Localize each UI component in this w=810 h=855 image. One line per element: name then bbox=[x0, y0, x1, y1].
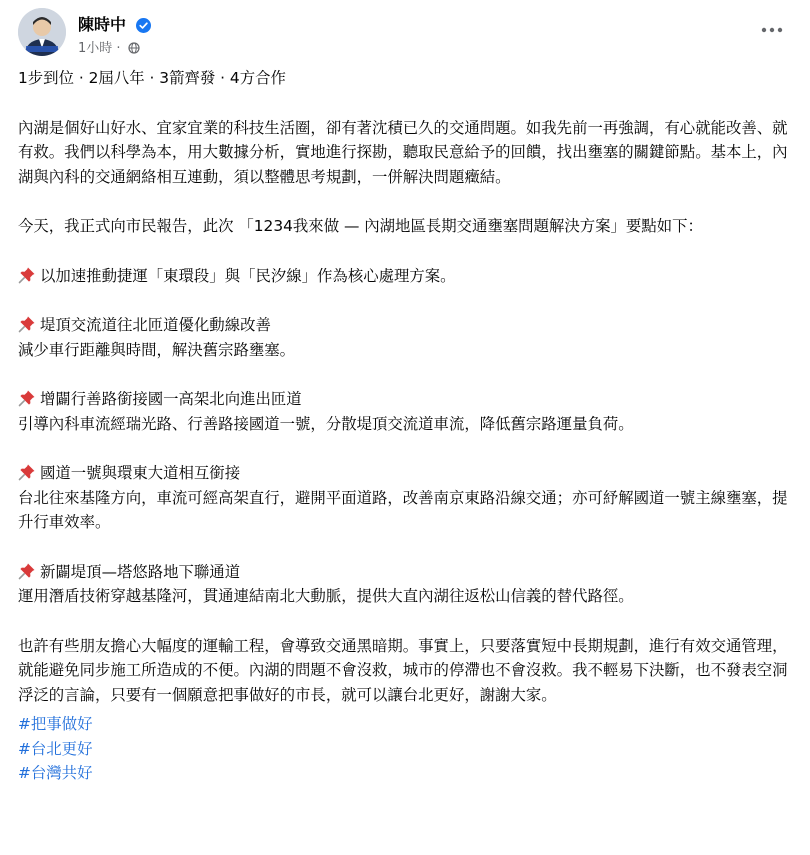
post-report: 今天，我正式向市民報告，此次 「1234我來做 — 內湖地區長期交通壅塞問題解決方案」要點如下： bbox=[18, 217, 703, 235]
point-1-title: 以加速推動捷運「東環段」與「民汐線」作為核心處理方案。 bbox=[40, 266, 456, 285]
point-title bbox=[18, 560, 794, 585]
pushpin-icon bbox=[18, 315, 36, 333]
point-3-title: 增闢行善路銜接國一高架北向進出匝道 bbox=[40, 390, 302, 408]
hashtag-link[interactable]: #台灣共好 bbox=[18, 764, 93, 782]
hashtag-list bbox=[18, 712, 794, 786]
hashtag-link[interactable]: #台北更好 bbox=[18, 739, 93, 758]
point-5-desc: 運用潛盾技術穿越基隆河，貫通連結南北大動脈，提供大直內湖往返松山信義的替代路徑。 bbox=[18, 587, 634, 605]
point-5-title: 新闢堤頂—塔悠路地下聯通道 bbox=[40, 562, 241, 581]
point-title bbox=[18, 387, 794, 412]
post-intro: 內湖是個好山好水、宜家宜業的科技生活圈，卻有著沈積已久的交通問題。如我先前一再強調，有心就能改善、就有救。我們以科學為本，用大數據分析，實地進行探勘，聽取民意給予的回饋，找出壅塞的關鍵節點。基本上，內湖與內科的交通網絡相互連動，須以整體思考規劃，一併解決問題癥結。 bbox=[18, 118, 788, 186]
point-2-title: 堤頂交流道往北匝道優化動線改善 bbox=[40, 316, 271, 334]
globe-icon[interactable] bbox=[128, 42, 140, 58]
post-body bbox=[18, 66, 794, 786]
pushpin-icon bbox=[18, 389, 36, 407]
author-name-row bbox=[78, 12, 151, 37]
hashtag-link[interactable]: #把事做好 bbox=[18, 715, 93, 733]
post-time[interactable]: 1小時 bbox=[78, 41, 113, 56]
point-4-desc: 台北往來基隆方向，車流可經高架直行，避開平面道路，改善南京東路沿線交通；亦可紓解國道一號主線壅塞，提升行車效率。 bbox=[18, 488, 788, 531]
point-3-desc: 引導內科車流經瑞光路、行善路接國道一號，分散堤頂交流道車流，降低舊宗路運量負荷。 bbox=[18, 414, 634, 433]
point-title bbox=[18, 264, 794, 289]
verified-badge-icon bbox=[136, 18, 151, 37]
post-meta bbox=[78, 37, 140, 58]
post-tagline: 1步到位 · 2屆八年 · 3箭齊發 · 4方合作 bbox=[18, 69, 286, 87]
meta-separator: · bbox=[112, 41, 125, 56]
author-avatar[interactable] bbox=[18, 8, 66, 56]
more-options-icon[interactable] bbox=[754, 12, 790, 48]
author-name[interactable]: 陳時中 bbox=[78, 15, 127, 34]
point-2-desc: 減少車行距離與時間，解決舊宗路壅塞。 bbox=[18, 340, 296, 359]
pushpin-icon bbox=[18, 266, 36, 284]
point-4-title: 國道一號與環東大道相互銜接 bbox=[40, 464, 241, 482]
post-closing: 也許有些朋友擔心大幅度的運輸工程，會導致交通黑暗期。事實上，只要落實短中長期規劃，進行有效交通管理，就能避免同步施工所造成的不便。內湖的問題不會沒救，城市的停滯也不會沒救。我不輕易下決斷，也不發表空洞浮泛的言論，只要有一個願意把事做好的市長，就可以讓台北更好，謝謝大家。 bbox=[18, 636, 788, 704]
pushpin-icon bbox=[18, 463, 36, 481]
pushpin-icon bbox=[18, 562, 36, 580]
point-title bbox=[18, 313, 794, 338]
post-header bbox=[18, 8, 794, 60]
point-title bbox=[18, 461, 794, 486]
